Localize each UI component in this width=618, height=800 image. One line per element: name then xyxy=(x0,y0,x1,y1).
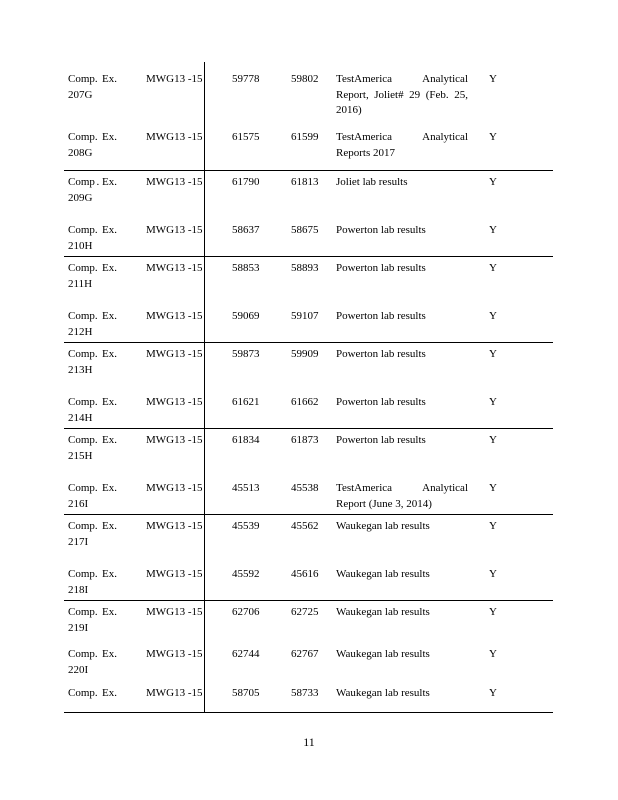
bates-end: 59107 xyxy=(291,310,319,322)
flag: Y xyxy=(489,648,497,660)
document-code: MWG13 -15 xyxy=(146,224,203,236)
description: Waukegan lab results xyxy=(336,568,430,580)
table-row xyxy=(64,299,553,343)
exhibit-id xyxy=(68,686,138,702)
exhibit-prefix: Comp. xyxy=(68,262,98,274)
exhibit-id xyxy=(68,567,138,598)
exhibit-abbrev: Ex. xyxy=(102,224,117,236)
exhibit-prefix: Comp. xyxy=(68,396,98,408)
document-code: MWG13 -15 xyxy=(146,687,203,699)
bates-start: 61621 xyxy=(232,396,260,408)
exhibit-number: 220I xyxy=(68,663,89,676)
column-divider xyxy=(204,385,205,428)
exhibit-abbrev: Ex. xyxy=(102,396,117,408)
bates-start: 45539 xyxy=(232,520,260,532)
exhibit-number: 209G xyxy=(68,191,93,204)
bates-start: 45513 xyxy=(232,482,260,494)
exhibit-abbrev: . Ex. xyxy=(96,176,117,188)
flag: Y xyxy=(489,687,497,699)
document-code: MWG13 -15 xyxy=(146,520,203,532)
table-row xyxy=(64,557,553,601)
description: Waukegan lab results xyxy=(336,687,430,699)
flag: Y xyxy=(489,310,497,322)
description: Waukegan lab results xyxy=(336,606,430,618)
table-row xyxy=(64,62,553,120)
exhibit-prefix: Comp xyxy=(68,176,95,188)
flag: Y xyxy=(489,520,497,532)
exhibit-number: 208G xyxy=(68,146,93,159)
document-code: MWG13 -15 xyxy=(146,176,203,188)
table-row xyxy=(64,257,553,299)
exhibit-prefix: Comp. xyxy=(68,520,98,532)
column-divider xyxy=(204,515,205,557)
column-divider xyxy=(204,62,205,120)
bates-start: 62744 xyxy=(232,648,260,660)
table-row xyxy=(64,171,553,213)
exhibit-id xyxy=(68,519,138,550)
bates-start: 59778 xyxy=(232,73,260,85)
table-row xyxy=(64,213,553,257)
exhibit-prefix: Comp. xyxy=(68,568,98,580)
column-divider xyxy=(204,120,205,170)
description: TestAmerica Analytical Report, Joliet# 29 (Feb. 25, 2016) xyxy=(336,73,468,116)
exhibit-id xyxy=(68,261,138,292)
column-divider xyxy=(204,557,205,600)
bates-end: 62767 xyxy=(291,648,319,660)
document-code: MWG13 -15 xyxy=(146,73,203,85)
bates-end: 45616 xyxy=(291,568,319,580)
flag: Y xyxy=(489,348,497,360)
exhibit-prefix: Comp. xyxy=(68,606,98,618)
column-divider xyxy=(204,685,205,712)
exhibit-id xyxy=(68,347,138,378)
bates-start: 61790 xyxy=(232,176,260,188)
table-row xyxy=(64,601,553,643)
exhibit-abbrev: Ex. xyxy=(102,687,117,699)
flag: Y xyxy=(489,396,497,408)
document-code: MWG13 -15 xyxy=(146,262,203,274)
exhibit-id xyxy=(68,433,138,464)
flag: Y xyxy=(489,262,497,274)
exhibit-number: 211H xyxy=(68,277,93,290)
document-code: MWG13 -15 xyxy=(146,396,203,408)
bates-start: 62706 xyxy=(232,606,260,618)
exhibit-id xyxy=(68,605,138,636)
exhibit-abbrev: Ex. xyxy=(102,606,117,618)
column-divider xyxy=(204,171,205,213)
flag: Y xyxy=(489,482,497,494)
exhibit-id xyxy=(68,647,138,678)
exhibit-abbrev: Ex. xyxy=(102,648,117,660)
description: Powerton lab results xyxy=(336,262,426,274)
exhibit-prefix: Comp. xyxy=(68,73,98,85)
exhibit-table xyxy=(64,62,553,713)
column-divider xyxy=(204,643,205,685)
flag: Y xyxy=(489,606,497,618)
exhibit-prefix: Comp. xyxy=(68,131,98,143)
document-code: MWG13 -15 xyxy=(146,434,203,446)
flag: Y xyxy=(489,73,497,85)
column-divider xyxy=(204,601,205,643)
document-code: MWG13 -15 xyxy=(146,606,203,618)
exhibit-abbrev: Ex. xyxy=(102,73,117,85)
bates-end: 61873 xyxy=(291,434,319,446)
flag: Y xyxy=(489,224,497,236)
exhibit-id xyxy=(68,175,138,206)
bates-start: 59873 xyxy=(232,348,260,360)
bates-start: 59069 xyxy=(232,310,260,322)
exhibit-prefix: Comp. xyxy=(68,348,98,360)
description: Joliet lab results xyxy=(336,176,408,188)
bates-end: 58893 xyxy=(291,262,319,274)
table-row xyxy=(64,643,553,685)
table-row xyxy=(64,429,553,471)
exhibit-prefix: Comp. xyxy=(68,648,98,660)
page-number: 11 xyxy=(303,735,315,749)
exhibit-number: 213H xyxy=(68,363,93,376)
flag: Y xyxy=(489,434,497,446)
column-divider xyxy=(204,343,205,385)
exhibit-abbrev: Ex. xyxy=(102,568,117,580)
description: TestAmerica Analytical Reports 2017 xyxy=(336,131,468,159)
flag: Y xyxy=(489,176,497,188)
exhibit-prefix: Comp. xyxy=(68,482,98,494)
bates-end: 58733 xyxy=(291,687,319,699)
bates-end: 61662 xyxy=(291,396,319,408)
exhibit-number: 210H xyxy=(68,239,93,252)
description: Powerton lab results xyxy=(336,396,426,408)
table-row xyxy=(64,385,553,429)
exhibit-number: 216I xyxy=(68,497,89,510)
exhibit-prefix: Comp. xyxy=(68,434,98,446)
column-divider xyxy=(204,299,205,342)
bates-end: 62725 xyxy=(291,606,319,618)
exhibit-number: 215H xyxy=(68,449,93,462)
description: Powerton lab results xyxy=(336,310,426,322)
description: Powerton lab results xyxy=(336,348,426,360)
exhibit-id xyxy=(68,223,138,254)
exhibit-number: 212H xyxy=(68,325,93,338)
exhibit-prefix: Comp. xyxy=(68,687,98,699)
exhibit-id xyxy=(68,72,138,103)
exhibit-abbrev: Ex. xyxy=(102,482,117,494)
bates-start: 58705 xyxy=(232,687,260,699)
table-row xyxy=(64,515,553,557)
column-divider xyxy=(204,471,205,514)
document-code: MWG13 -15 xyxy=(146,648,203,660)
bates-start: 61575 xyxy=(232,131,260,143)
bates-end: 59909 xyxy=(291,348,319,360)
exhibit-prefix: Comp. xyxy=(68,310,98,322)
column-divider xyxy=(204,213,205,256)
exhibit-abbrev: Ex. xyxy=(102,310,117,322)
document-code: MWG13 -15 xyxy=(146,568,203,580)
bates-end: 58675 xyxy=(291,224,319,236)
description: Powerton lab results xyxy=(336,434,426,446)
bates-end: 45538 xyxy=(291,482,319,494)
bates-end: 61813 xyxy=(291,176,319,188)
exhibit-id xyxy=(68,481,138,512)
exhibit-prefix: Comp. xyxy=(68,224,98,236)
bates-start: 61834 xyxy=(232,434,260,446)
description: Waukegan lab results xyxy=(336,648,430,660)
bates-end: 45562 xyxy=(291,520,319,532)
exhibit-number: 214H xyxy=(68,411,93,424)
bates-end: 61599 xyxy=(291,131,319,143)
table-row xyxy=(64,120,553,171)
exhibit-number: 219I xyxy=(68,621,89,634)
bates-start: 58853 xyxy=(232,262,260,274)
column-divider xyxy=(204,429,205,471)
document-code: MWG13 -15 xyxy=(146,131,203,143)
table-row xyxy=(64,343,553,385)
document-code: MWG13 -15 xyxy=(146,482,203,494)
document-code: MWG13 -15 xyxy=(146,310,203,322)
exhibit-id xyxy=(68,395,138,426)
flag: Y xyxy=(489,131,497,143)
exhibit-id xyxy=(68,130,138,161)
exhibit-number: 217I xyxy=(68,535,89,548)
flag: Y xyxy=(489,568,497,580)
bates-start: 45592 xyxy=(232,568,260,580)
column-divider xyxy=(204,257,205,299)
bates-start: 58637 xyxy=(232,224,260,236)
exhibit-abbrev: Ex. xyxy=(102,131,117,143)
table-row xyxy=(64,685,553,713)
exhibit-number: 218I xyxy=(68,583,89,596)
bates-end: 59802 xyxy=(291,73,319,85)
document-code: MWG13 -15 xyxy=(146,348,203,360)
description: TestAmerica Analytical Report (June 3, 2014) xyxy=(336,482,468,510)
exhibit-abbrev: Ex. xyxy=(102,262,117,274)
exhibit-number: 207G xyxy=(68,88,93,101)
exhibit-abbrev: Ex. xyxy=(102,520,117,532)
description: Waukegan lab results xyxy=(336,520,430,532)
exhibit-id xyxy=(68,309,138,340)
table-row xyxy=(64,471,553,515)
exhibit-abbrev: Ex. xyxy=(102,348,117,360)
exhibit-abbrev: Ex. xyxy=(102,434,117,446)
description: Powerton lab results xyxy=(336,224,426,236)
